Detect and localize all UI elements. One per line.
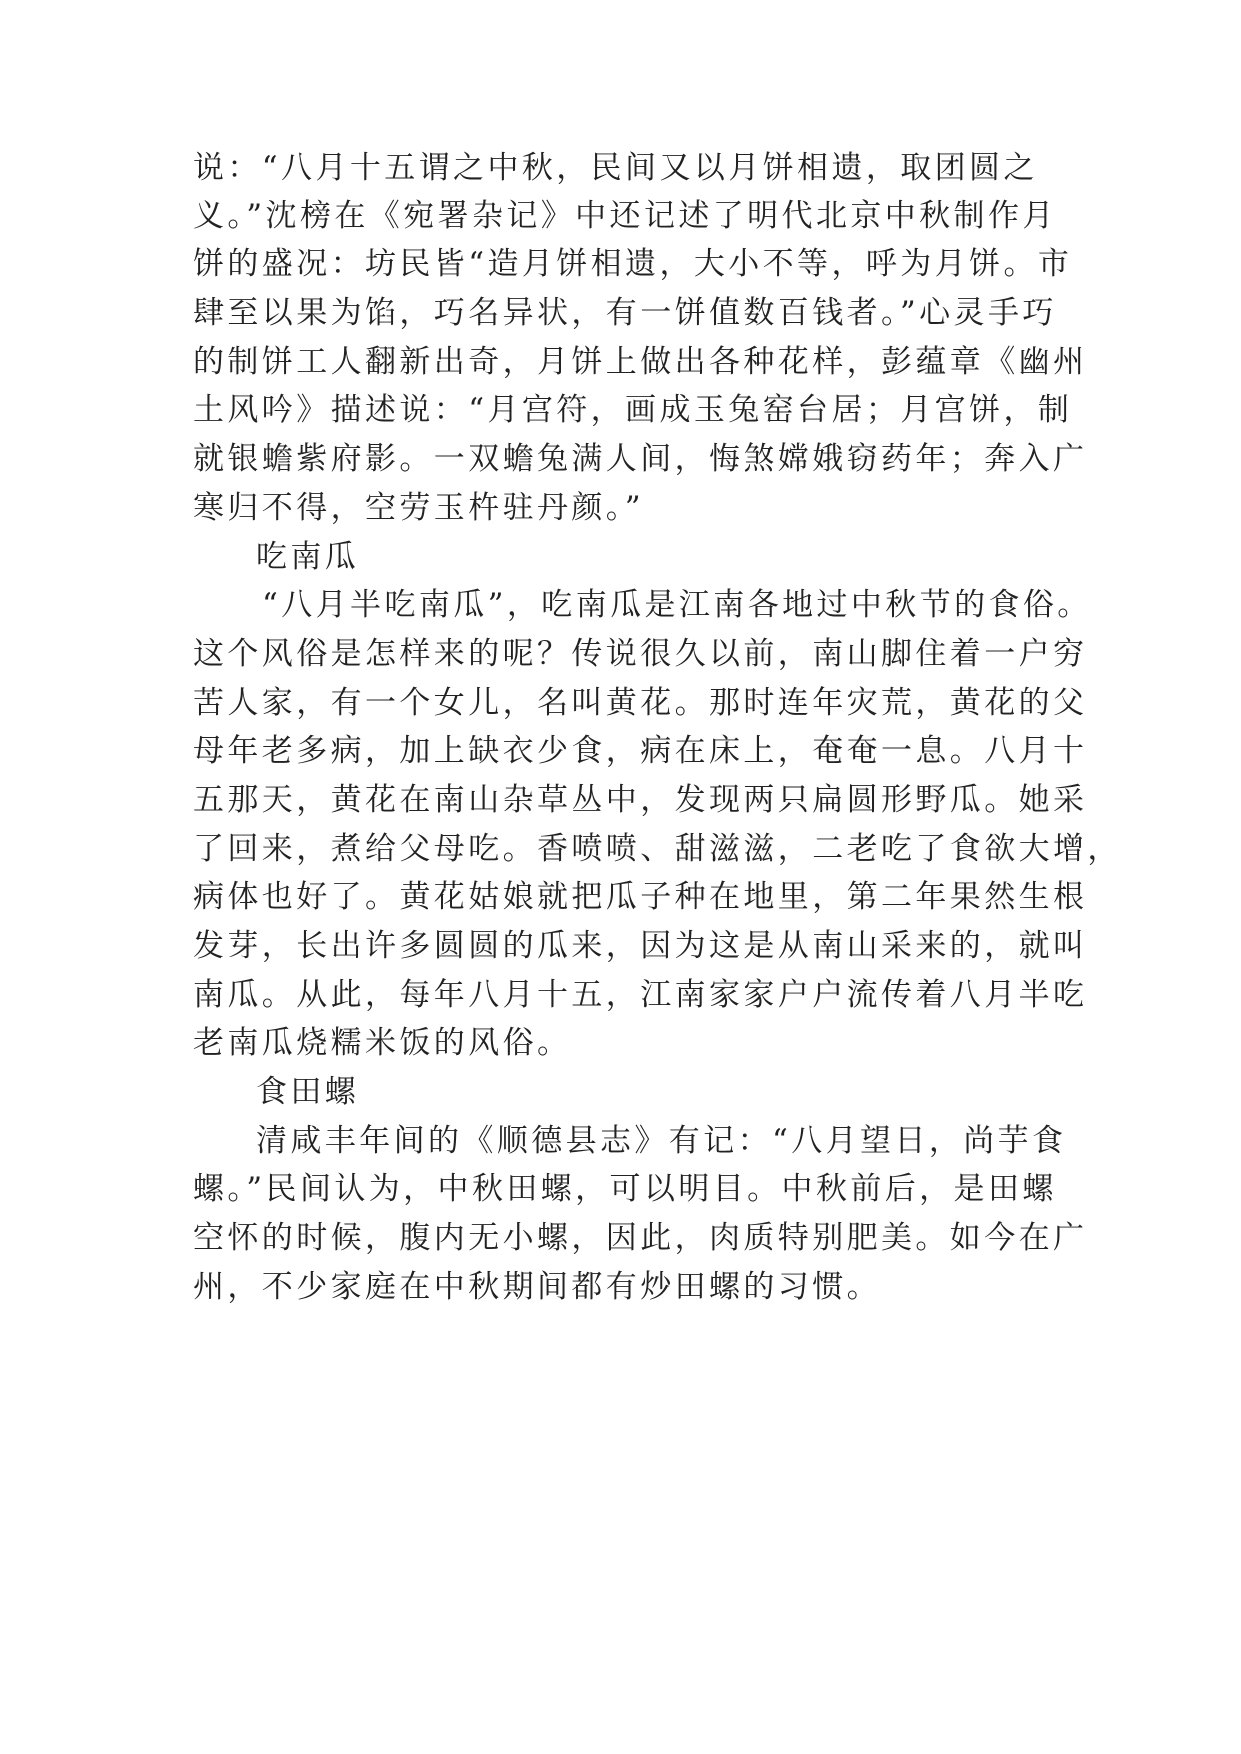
text-line: 苦人家，有一个女儿，名叫黄花。那时连年灾荒，黄花的父 [193,685,1088,721]
text-line: 州，不少家庭在中秋期间都有炒田螺的习惯。 [193,1269,881,1305]
text-line: 发芽，长出许多圆圆的瓜来，因为这是从南山采来的，就叫 [193,928,1088,964]
section-heading: 食田螺 [256,1074,360,1110]
text-line: 义。”沈榜在《宛署杂记》中还记述了明代北京中秋制作月 [193,198,1057,234]
text-line: 说：“八月十五谓之中秋，民间又以月饼相遗，取团圆之 [193,150,1038,186]
text-line: 病体也好了。黄花姑娘就把瓜子种在地里，第二年果然生根 [193,879,1088,915]
text-line: 母年老多病，加上缺衣少食，病在床上，奄奄一息。八月十 [193,733,1088,769]
text-line: 螺。”民间认为，中秋田螺，可以明目。中秋前后，是田螺 [193,1171,1057,1207]
text-line: 老南瓜烧糯米饭的风俗。 [193,1025,572,1061]
text-line: 寒归不得，空劳玉杵驻丹颜。” [193,490,644,526]
text-line: “八月半吃南瓜”，吃南瓜是江南各地过中秋节的食俗。 [262,587,1092,623]
text-line: 的制饼工人翻新出奇，月饼上做出各种花样，彭蕴章《幽州 [193,344,1088,380]
text-line: 土风吟》描述说：“月宫符，画成玉兔窑台居；月宫饼，制 [193,392,1073,428]
text-line: 空怀的时候，腹内无小螺，因此，肉质特别肥美。如今在广 [193,1220,1088,1256]
text-line: 这个风俗是怎样来的呢？传说很久以前，南山脚住着一户穷 [193,636,1088,672]
text-line: 饼的盛况：坊民皆“造月饼相遗，大小不等，呼为月饼。市 [193,246,1073,282]
text-line: 清咸丰年间的《顺德县志》有记：“八月望日，尚芋食 [256,1123,1067,1159]
text-line: 五那天，黄花在南山杂草丛中，发现两只扁圆形野瓜。她采 [193,782,1088,818]
text-line: 就银蟾紫府影。一双蟾兔满人间，悔煞嫦娥窃药年；奔入广 [193,441,1088,477]
section-heading: 吃南瓜 [256,539,360,575]
text-line: 南瓜。从此，每年八月十五，江南家家户户流传着八月半吃 [193,977,1088,1013]
text-line: 了回来，煮给父母吃。香喷喷、甜滋滋，二老吃了食欲大增， [193,831,1122,867]
text-line: 肆至以果为馅，巧名异状，有一饼值数百钱者。”心灵手巧 [193,295,1057,331]
